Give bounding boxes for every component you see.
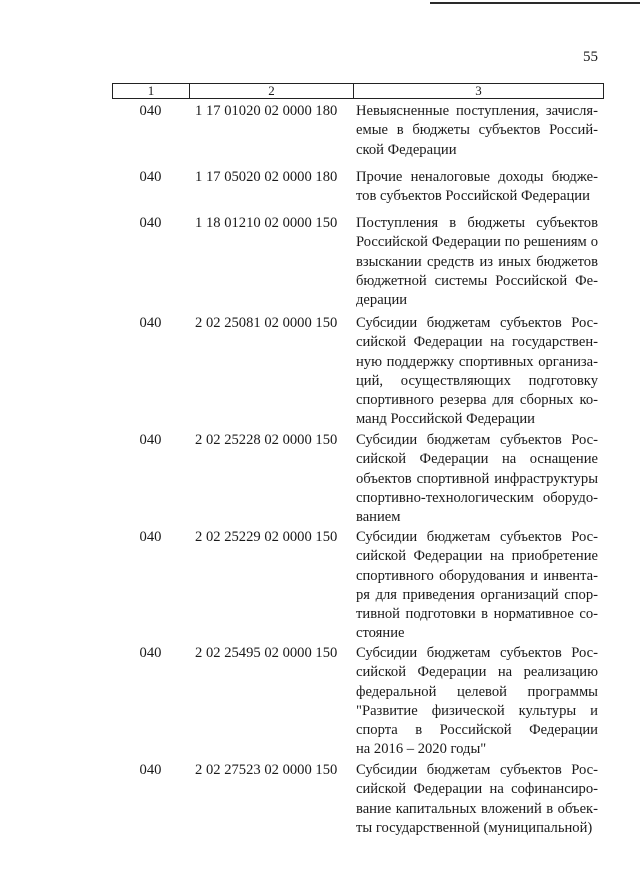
description-line: тов субъектов Российской Федерации bbox=[356, 188, 590, 205]
row-budget-code: 2 02 25228 02 0000 150 bbox=[195, 432, 338, 448]
description-line: на 2016 – 2020 годы" bbox=[356, 741, 487, 758]
description-line: взыскании средств из иных бюджетов bbox=[356, 253, 598, 270]
row-description bbox=[356, 528, 598, 644]
description-line: стояние bbox=[356, 625, 405, 642]
row-budget-code: 1 18 01210 02 0000 150 bbox=[195, 215, 338, 231]
description-line: емые в бюджеты субъектов Россий- bbox=[356, 122, 598, 139]
description-line: спортивно-технологическим оборудо- bbox=[356, 489, 598, 506]
row-budget-code: 2 02 27523 02 0000 150 bbox=[195, 762, 338, 778]
description-line: бюджетной системы Российской Фе- bbox=[356, 272, 598, 289]
description-line: тивной подготовки в нормативное со- bbox=[356, 606, 598, 623]
description-line: "Развитие физической культуры и bbox=[356, 702, 598, 719]
row-code: 040 bbox=[139, 762, 162, 778]
row-code: 040 bbox=[139, 645, 162, 661]
description-line: Невыясненные поступления, зачисля- bbox=[356, 103, 598, 119]
row-description bbox=[356, 102, 598, 160]
description-line: сийской Федерации на софинансиро- bbox=[356, 781, 598, 798]
description-line: спорта в Российской Федерации bbox=[356, 722, 598, 739]
description-line: ты государственной (муниципальной) bbox=[356, 819, 593, 836]
row-code: 040 bbox=[139, 432, 162, 448]
header-col-3: 3 bbox=[475, 83, 482, 98]
row-description bbox=[356, 644, 598, 760]
row-description bbox=[356, 761, 598, 838]
row-budget-code: 2 02 25229 02 0000 150 bbox=[195, 529, 338, 545]
description-line: Российской Федерации по решениям о bbox=[356, 234, 598, 251]
description-line: федеральной целевой программы bbox=[356, 683, 598, 700]
row-code: 040 bbox=[139, 315, 162, 331]
row-description bbox=[356, 168, 598, 207]
description-line: Поступления в бюджеты субъектов bbox=[356, 215, 598, 231]
row-code: 040 bbox=[139, 103, 162, 119]
description-line: сийской Федерации на государствен- bbox=[356, 334, 598, 351]
description-line: ную поддержку спортивных организа- bbox=[356, 353, 598, 370]
description-line: Прочие неналоговые доходы бюдже- bbox=[356, 169, 598, 185]
description-line: Субсидии бюджетам субъектов Рос- bbox=[356, 432, 598, 448]
description-line: манд Российской Федерации bbox=[356, 411, 535, 428]
description-line: спортивного оборудования и инвента- bbox=[356, 567, 598, 584]
row-budget-code: 1 17 05020 02 0000 180 bbox=[195, 169, 338, 185]
row-description bbox=[356, 314, 598, 430]
row-budget-code: 2 02 25495 02 0000 150 bbox=[195, 645, 338, 661]
row-code: 040 bbox=[139, 169, 162, 185]
row-description bbox=[356, 431, 598, 527]
description-line: ской Федерации bbox=[356, 141, 457, 158]
description-line: спортивного резерва для сборных ко- bbox=[356, 392, 598, 409]
row-budget-code: 2 02 25081 02 0000 150 bbox=[195, 315, 338, 331]
description-line: ря для приведения организаций спор- bbox=[356, 586, 598, 603]
header-col-2: 2 bbox=[190, 84, 354, 98]
table-header bbox=[112, 83, 604, 99]
description-line: ванием bbox=[356, 509, 401, 526]
description-line: дерации bbox=[356, 292, 408, 309]
row-code: 040 bbox=[139, 529, 162, 545]
description-line: объектов спортивной инфраструктуры bbox=[356, 470, 598, 487]
description-line: вание капитальных вложений в объек- bbox=[356, 800, 598, 817]
description-line: ций, осуществляющих подготовку bbox=[356, 372, 598, 389]
page-number: 55 bbox=[583, 49, 598, 65]
description-line: Субсидии бюджетам субъектов Рос- bbox=[356, 762, 598, 778]
scan-edge-line bbox=[430, 2, 640, 4]
row-budget-code: 1 17 01020 02 0000 180 bbox=[195, 103, 338, 119]
description-line: Субсидии бюджетам субъектов Рос- bbox=[356, 315, 598, 331]
row-code: 040 bbox=[139, 215, 162, 231]
description-line: сийской Федерации на оснащение bbox=[356, 451, 598, 468]
description-line: сийской Федерации на приобретение bbox=[356, 548, 598, 565]
description-line: Субсидии бюджетам субъектов Рос- bbox=[356, 645, 598, 661]
row-description bbox=[356, 214, 598, 310]
header-col-1: 1 bbox=[113, 84, 190, 98]
description-line: Субсидии бюджетам субъектов Рос- bbox=[356, 529, 598, 545]
description-line: сийской Федерации на реализацию bbox=[356, 664, 598, 681]
